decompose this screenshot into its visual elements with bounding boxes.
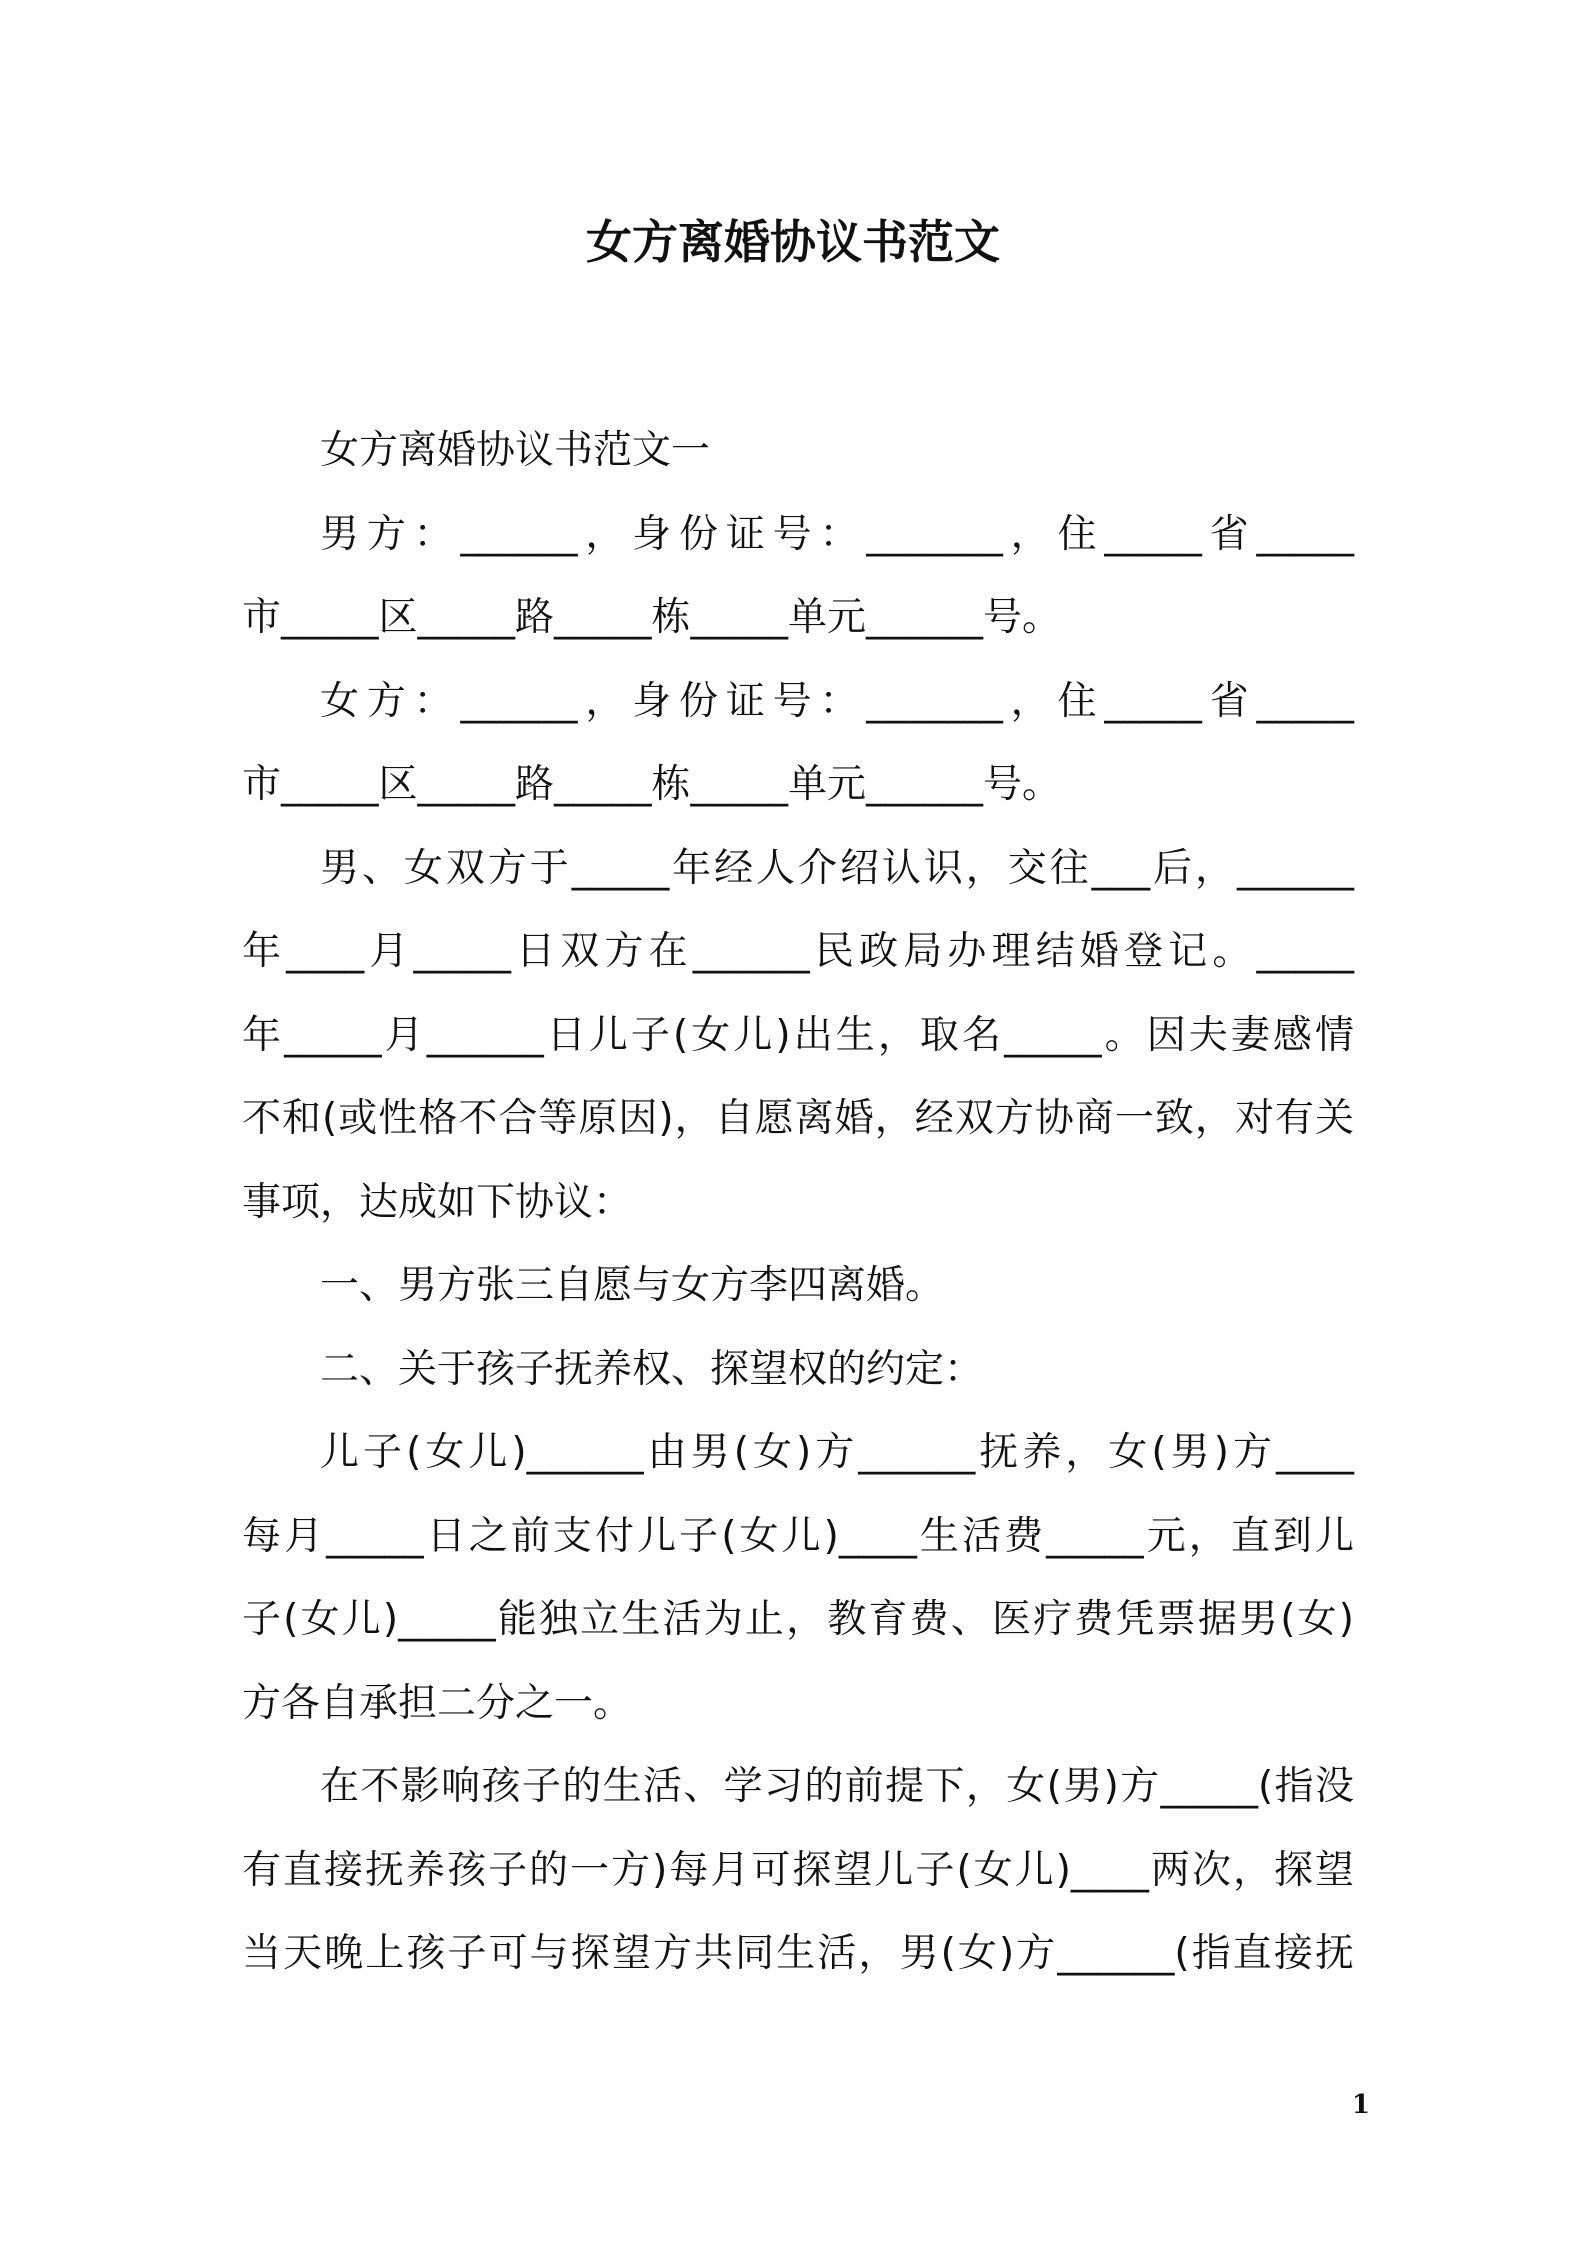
paragraph-line: 当天晚上孩子可与探望方共同生活，男(女)方______(指直接抚 (242, 1931, 1354, 1976)
paragraph-line: 二、关于孩子抚养权、探望权的约定： (320, 1346, 984, 1392)
page-number: 1 (1351, 2090, 1370, 2120)
paragraph-line: 男方：______，身份证号：_______，住_____省_____ (320, 511, 1354, 557)
paragraph-line: 子(女儿)_____能独立生活为止，教育费、医疗费凭票据男(女) (242, 1597, 1354, 1642)
paragraph-line: 市_____区_____路_____栋_____单元______号。 (242, 762, 1062, 807)
paragraph-line: 男、女双方于_____年经人介绍认识，交往___后，______ (320, 845, 1354, 891)
paragraph-male-party (242, 493, 1354, 660)
paragraph-visitation (242, 1745, 1354, 1996)
paragraph-line: 市_____区_____路_____栋_____单元______号。 (242, 595, 1062, 640)
paragraph-custody (242, 1411, 1354, 1745)
paragraph-line: 不和(或性格不合等原因)，自愿离婚，经双方协商一致，对有关 (242, 1096, 1354, 1141)
paragraph-background (242, 827, 1354, 1245)
paragraph-line: 每月_____日之前支付儿子(女儿)____生活费_____元，直到儿 (242, 1513, 1354, 1559)
paragraph-line: 儿子(女儿)______由男(女)方______抚养，女(男)方____ (320, 1430, 1354, 1475)
paragraph-line: 事项，达成如下协议： (242, 1179, 633, 1225)
paragraph-female-party (242, 660, 1354, 827)
paragraph-heading-1 (242, 409, 1354, 493)
paragraph-line: 一、男方张三自愿与女方李四离婚。 (320, 1263, 945, 1308)
document-title: 女方离婚协议书范文 (586, 215, 1000, 269)
paragraph-line: 年____月_____日双方在______民政局办理结婚登记。_____ (242, 929, 1354, 974)
paragraph-clause-2 (242, 1328, 1354, 1412)
paragraph-line: 年_____月______日儿子(女儿)出生，取名_____。因夫妻感情 (242, 1012, 1354, 1058)
paragraph-line: 在不影响孩子的生活、学习的前提下，女(男)方_____(指没 (320, 1764, 1354, 1809)
paragraph-line: 女方离婚协议书范文一 (320, 428, 711, 473)
paragraph-line: 女方：______，身份证号：_______，住_____省_____ (320, 678, 1354, 724)
paragraph-line: 有直接抚养孩子的一方)每月可探望儿子(女儿)____两次，探望 (242, 1847, 1354, 1893)
paragraph-line: 方各自承担二分之一。 (242, 1680, 633, 1726)
document-body (242, 409, 1354, 1996)
paragraph-clause-1 (242, 1244, 1354, 1328)
